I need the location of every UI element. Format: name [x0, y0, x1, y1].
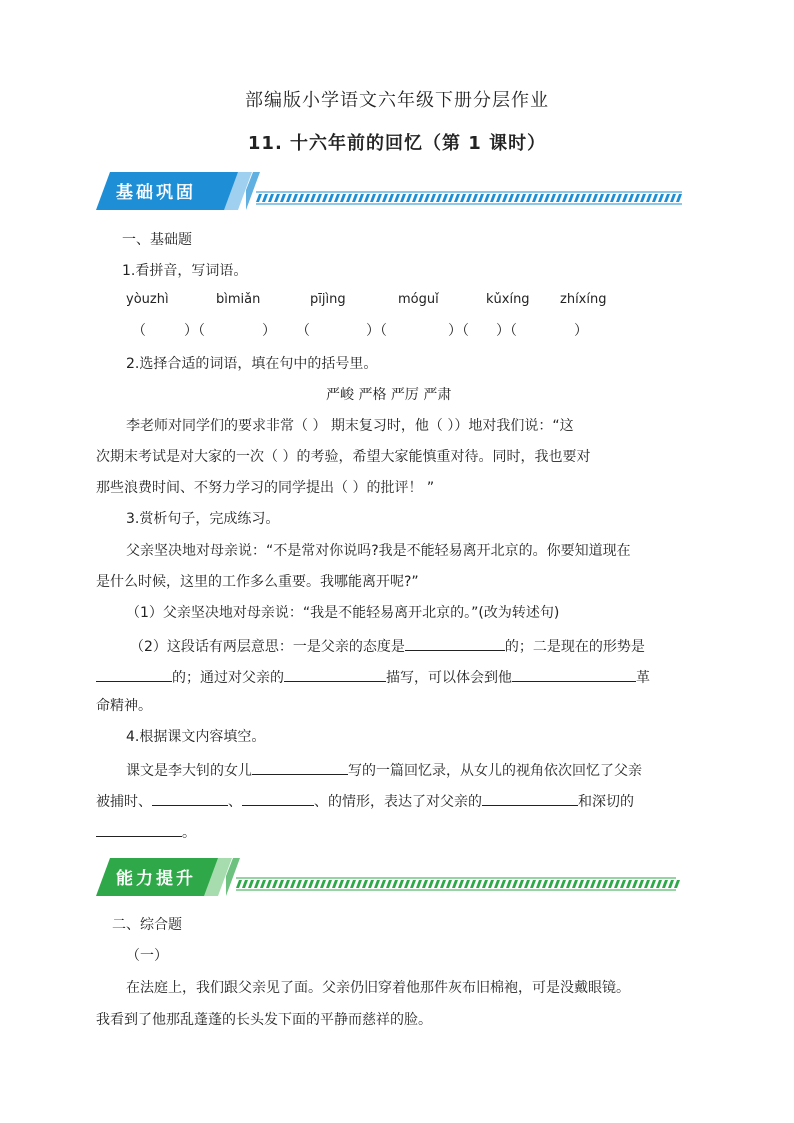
section-banner-advanced	[96, 856, 686, 898]
q4-text-b4: 和深切的	[578, 794, 634, 810]
q2-line-1: 李老师对同学们的要求非常（ ） 期末复习时，他（ ））地对我们说：“这	[126, 418, 574, 434]
paren-3: ）	[262, 323, 276, 339]
q1-label: 1.看拼音，写词语。	[122, 263, 248, 279]
q3-sub2-line2	[96, 665, 650, 688]
q3-sub2-line3: 命精神。	[96, 698, 152, 714]
q4-line2	[96, 789, 634, 812]
section1-heading: 一、基础题	[122, 232, 192, 248]
answer-blank[interactable]	[512, 665, 636, 682]
answer-blank[interactable]	[405, 634, 505, 651]
q2-line-3: 那些浪费时间、不努力学习的同学提出（ ）的批评！ ”	[96, 480, 435, 496]
q3-label: 3.赏析句子，完成练习。	[126, 511, 280, 527]
answer-blank[interactable]	[152, 789, 228, 806]
q4-text-b1: 被捕时、	[96, 794, 152, 810]
paren-8: ）	[574, 323, 588, 339]
pinyin-2: bìmiǎn	[216, 292, 261, 307]
q3-sub2-text-c: 的；通过对父亲的	[172, 670, 284, 686]
pinyin-5: kǔxíng	[486, 292, 530, 307]
q2-line-2: 次期末考试是对大家的一次（ ）的考验，希望大家能慎重对待。同时，我也要对	[96, 449, 591, 465]
section2-heading: 二、综合题	[112, 917, 182, 933]
pinyin-4: móguǐ	[398, 292, 439, 307]
answer-blank[interactable]	[242, 789, 314, 806]
q4-label: 4.根据课文内容填空。	[126, 729, 266, 745]
q2-word-options: 严峻 严格 严厉 严肃	[326, 387, 452, 403]
q3-passage-2: 是什么时候，这里的工作多么重要。我哪能离开呢?”	[96, 574, 419, 590]
answer-blank[interactable]	[252, 758, 348, 775]
q3-sub2-text-a: （2）这段话有两层意思：一是父亲的态度是	[130, 639, 405, 655]
pinyin-6: zhíxíng	[560, 292, 607, 307]
q4-text-b3: 、的情形，表达了对父亲的	[314, 794, 482, 810]
q4-line3	[96, 820, 196, 843]
q3-sub2-line1	[130, 634, 645, 657]
section2-passage-2: 我看到了他那乱蓬蓬的长头发下面的平静而慈祥的脸。	[96, 1012, 432, 1028]
q3-sub1: （1）父亲坚决地对母亲说：“我是不能轻易离开北京的。”(改为转述句)	[126, 605, 560, 621]
q4-text-b2: 、	[228, 794, 242, 810]
answer-blank[interactable]	[96, 665, 172, 682]
lesson-title: 11. 十六年前的回忆（第 1 课时）	[247, 133, 547, 154]
q2-label: 2.选择合适的词语，填在句中的括号里。	[126, 356, 378, 372]
q3-passage-1: 父亲坚决地对母亲说：“不是常对你说吗?我是不能轻易离开北京的。你要知道现在	[126, 543, 631, 559]
pinyin-3: pījìng	[310, 292, 346, 307]
paren-2: ）（	[184, 323, 205, 339]
banner-basic-label: 基础巩固	[116, 183, 196, 203]
q3-sub2-text-d: 描写，可以体会到他	[386, 670, 512, 686]
pinyin-1: yòuzhì	[126, 292, 169, 307]
banner-advanced-label: 能力提升	[116, 869, 196, 889]
q4-text-a2: 写的一篇回忆录，从女儿的视角依次回忆了父亲	[348, 763, 642, 779]
answer-blank[interactable]	[96, 820, 182, 837]
q3-sub2-text-b: 的；二是现在的形势是	[504, 639, 645, 655]
paren-4: （	[296, 323, 310, 339]
q3-sub2-text-e: 革	[636, 670, 650, 686]
q4-text-c1: 。	[182, 825, 196, 841]
section2-passage-1: 在法庭上，我们跟父亲见了面。父亲仍旧穿着他那件灰布旧棉袍，可是没戴眼镜。	[126, 980, 630, 996]
q4-text-a1: 课文是李大钊的女儿	[126, 763, 252, 779]
paren-6: ）（	[448, 323, 469, 339]
answer-blank[interactable]	[482, 789, 578, 806]
paren-5: ）（	[366, 323, 387, 339]
answer-blank[interactable]	[284, 665, 386, 682]
document-title: 部编版小学语文六年级下册分层作业	[245, 90, 549, 111]
q4-line1	[126, 758, 642, 781]
paren-7: ）（	[496, 323, 517, 339]
paren-1: （	[132, 323, 146, 339]
section-banner-basic	[96, 170, 686, 212]
section2-subheading: （一）	[126, 948, 168, 964]
